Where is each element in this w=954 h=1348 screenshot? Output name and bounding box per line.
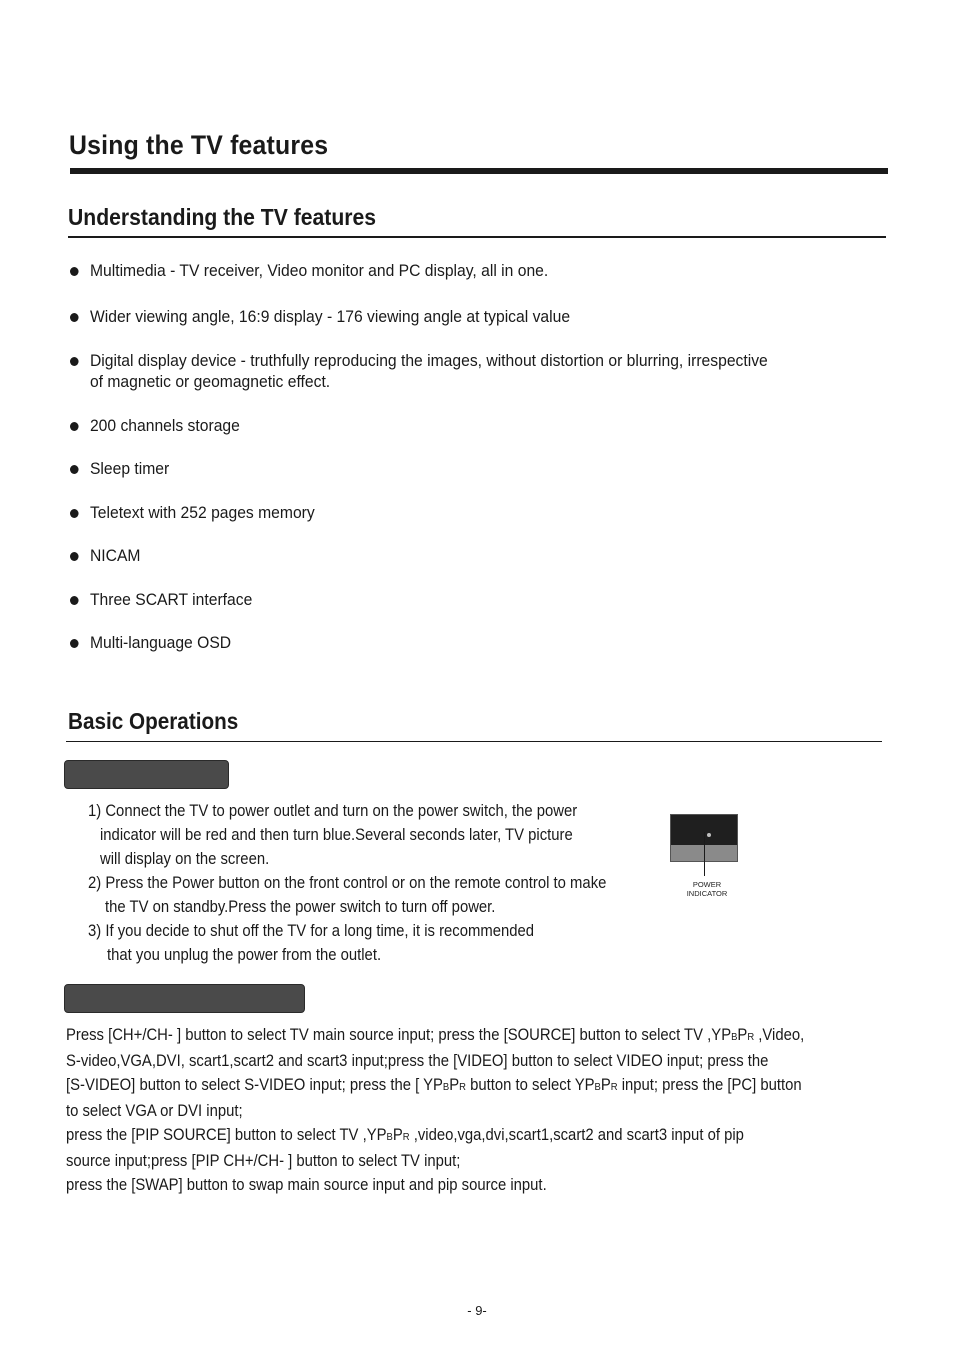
source-line: Press [CH+/CH- ] button to select TV main source input; press the [SOURCE] button to select TV ,YPBPR ,Video, bbox=[66, 1026, 805, 1044]
features-divider bbox=[68, 236, 886, 238]
source-line: press the [SWAP] button to swap main source input and pip source input. bbox=[66, 1176, 547, 1194]
step-2-line-2: the TV on standby.Press the power switch to turn off power. bbox=[105, 898, 496, 916]
list-item: Multimedia - TV receiver, Video monitor and PC display, all in one. bbox=[70, 261, 548, 282]
list-item: Teletext with 252 pages memory bbox=[70, 503, 315, 524]
step-3-line-1: 3) If you decide to shut off the TV for a long time, it is recommended bbox=[88, 922, 535, 940]
source-line: press the [PIP SOURCE] button to select TV ,YPBPR ,video,vga,dvi,scart1,scart2 and scart3 input of pip bbox=[66, 1126, 744, 1144]
list-item: Three SCART interface bbox=[70, 590, 252, 611]
bullet-icon bbox=[70, 313, 79, 322]
bullet-icon bbox=[70, 465, 79, 474]
list-item: 200 channels storage bbox=[70, 416, 240, 437]
list-item: Multi-language OSD bbox=[70, 633, 231, 654]
step-2-line-1: 2) Press the Power button on the front control or on the remote control to make bbox=[88, 874, 607, 892]
title-divider bbox=[70, 168, 888, 174]
bullet-icon bbox=[70, 552, 79, 561]
source-section-label-bar bbox=[64, 984, 305, 1013]
power-indicator-led bbox=[707, 833, 711, 837]
indicator-leader-line bbox=[704, 832, 705, 876]
bullet-icon bbox=[70, 509, 79, 518]
bullet-icon bbox=[70, 422, 79, 431]
list-item: Sleep timer bbox=[70, 459, 169, 480]
source-line: S-video,VGA,DVI, scart1,scart2 and scart3 input;press the [VIDEO] button to select VIDEO input; press the bbox=[66, 1052, 769, 1070]
power-indicator-label: POWER INDICATOR bbox=[686, 880, 728, 898]
list-item: NICAM bbox=[70, 546, 140, 567]
basic-operations-heading: Basic Operations bbox=[68, 708, 239, 734]
page-title: Using the TV features bbox=[69, 130, 329, 160]
source-line: [S-VIDEO] button to select S-VIDEO input; press the [ YPBPR button to select YPBPR input; press the [PC] button bbox=[66, 1076, 802, 1094]
list-item: Digital display device - truthfully reproducing the images, without distortion or blurring, irrespective of magnetic or geomagnetic effect. bbox=[70, 351, 768, 393]
step-1-line-3: will display on the screen. bbox=[100, 850, 270, 868]
source-line: source input;press [PIP CH+/CH- ] button to select TV input; bbox=[66, 1152, 461, 1170]
bullet-icon bbox=[70, 357, 79, 366]
bullet-icon bbox=[70, 596, 79, 605]
source-instructions bbox=[66, 1023, 946, 1197]
bullet-icon bbox=[70, 639, 79, 648]
page-number: - 9- bbox=[467, 1303, 487, 1318]
power-section-label-bar bbox=[64, 760, 229, 789]
step-1-line-2: indicator will be red and then turn blue.Several seconds later, TV picture bbox=[100, 826, 573, 844]
bullet-icon bbox=[70, 267, 79, 276]
step-1-line-1: 1) Connect the TV to power outlet and turn on the power switch, the power bbox=[88, 802, 578, 820]
list-item: Wider viewing angle, 16:9 display - 176 viewing angle at typical value bbox=[70, 307, 570, 328]
features-heading: Understanding the TV features bbox=[68, 204, 377, 230]
source-line: to select VGA or DVI input; bbox=[66, 1102, 243, 1120]
basic-operations-divider bbox=[66, 741, 882, 742]
step-3-line-2: that you unplug the power from the outlet. bbox=[107, 946, 382, 964]
